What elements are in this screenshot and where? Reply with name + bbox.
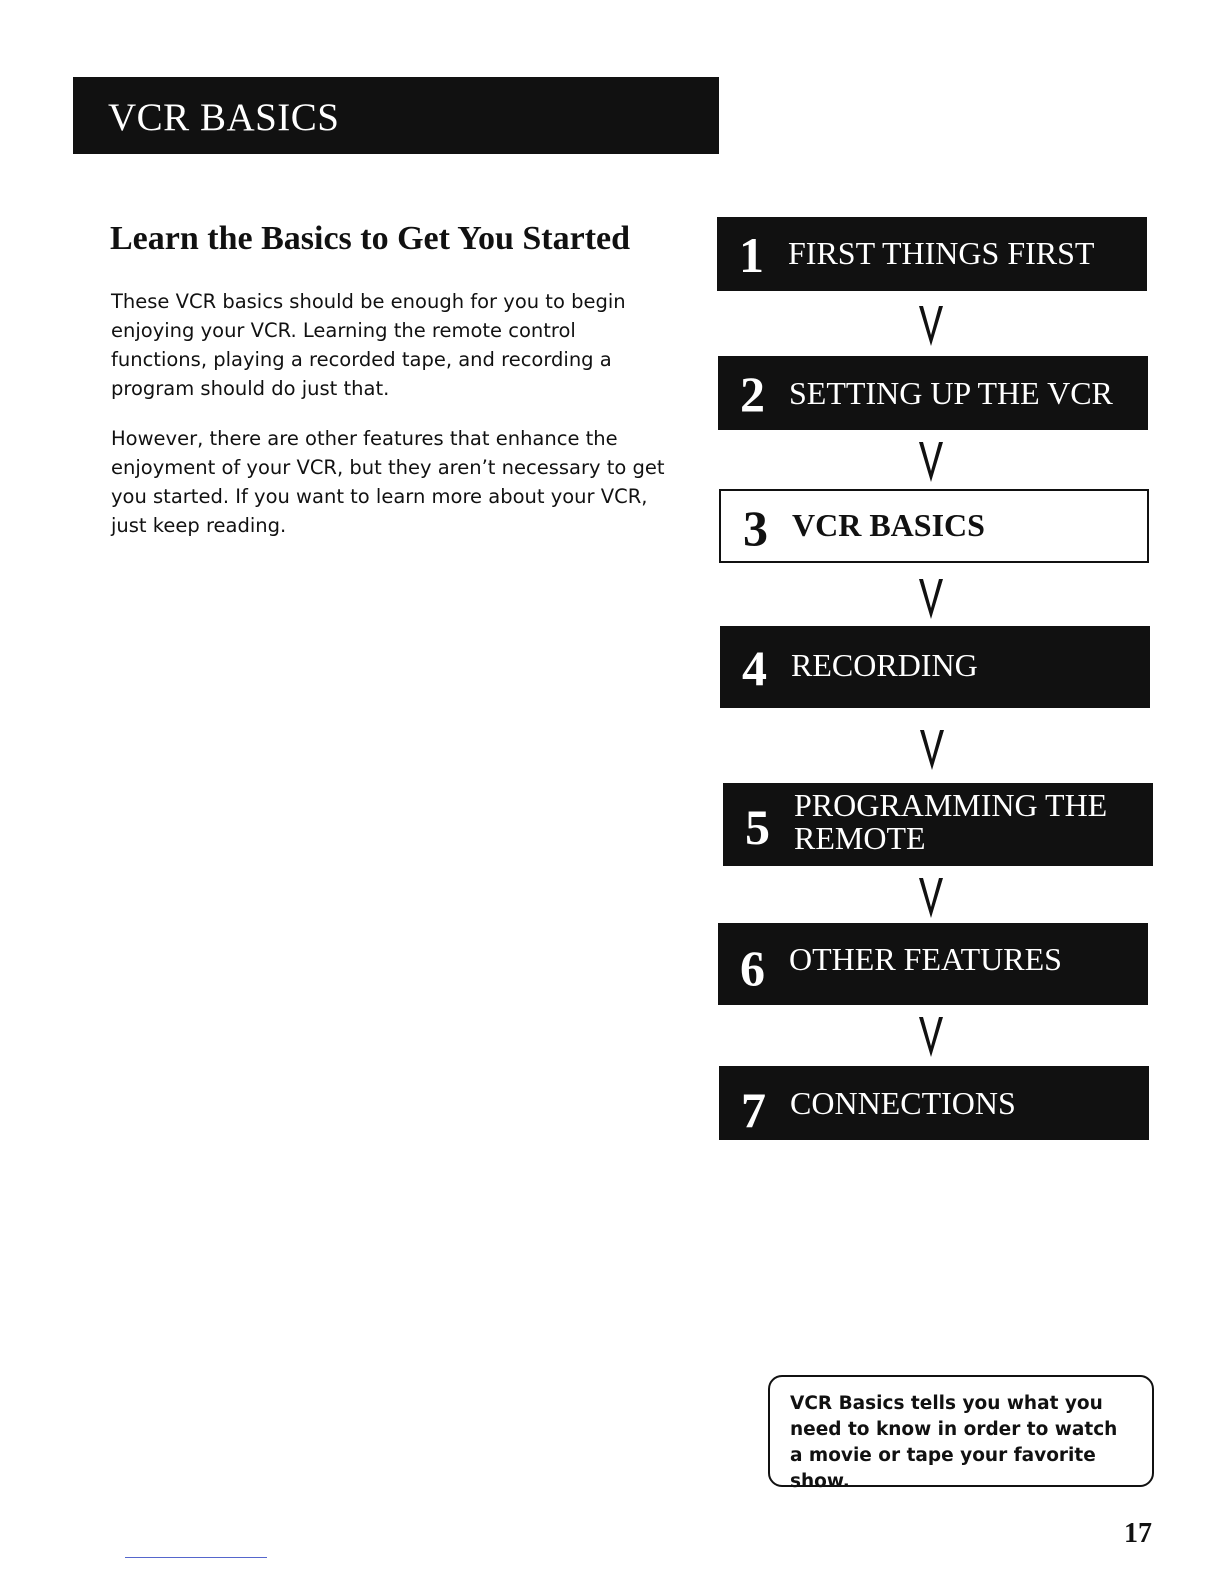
chapter-label: OTHER FEATURES: [789, 941, 1062, 977]
intro-paragraph: However, there are other features that enhance the enjoyment of your VCR, but they aren’t necessary to get you started. If you want to learn more about your VCR, just keep reading.: [111, 427, 665, 537]
section-title: VCR BASICS: [108, 96, 340, 139]
chapter-label: RECORDING: [791, 647, 978, 683]
chapter-number: 7: [741, 1082, 766, 1138]
chapter-number: 1: [739, 227, 764, 283]
down-arrow-icon: [918, 578, 944, 620]
chapter-label: CONNECTIONS: [790, 1085, 1016, 1121]
section-header-bar: [73, 77, 719, 154]
chapter-step-vcr-basics-current: [719, 489, 1149, 563]
down-arrow-icon: [918, 441, 944, 483]
chapter-step-programming-the-remote: [723, 783, 1153, 866]
chapter-step-connections: [719, 1066, 1149, 1140]
chapter-step-first-things-first: [717, 217, 1147, 291]
down-arrow-icon: [918, 1016, 944, 1058]
sidebar-note: VCR Basics tells you what you need to know in order to watch a movie or tape your favorite show.: [768, 1375, 1154, 1487]
chapter-label-line-1: PROGRAMMING THE: [794, 787, 1108, 823]
chapter-number: 4: [742, 640, 767, 696]
chapter-number: 2: [740, 366, 765, 422]
chapter-number: 3: [743, 500, 768, 556]
down-arrow-icon: [918, 877, 944, 919]
down-arrow-icon: [918, 305, 944, 347]
page-number: 17: [1124, 1518, 1152, 1549]
intro-paragraph: These VCR basics should be enough for you to begin enjoying your VCR. Learning the remote control functions, playing a recorded tape, and recording a program should do just that.: [111, 290, 626, 400]
chapter-label-line-2: REMOTE: [794, 820, 926, 856]
chapter-number: 5: [745, 799, 770, 855]
chapter-label: VCR BASICS: [792, 507, 985, 543]
down-arrow-icon: [919, 729, 945, 771]
chapter-label: FIRST THINGS FIRST: [788, 235, 1095, 271]
footer-rule: [125, 1557, 267, 1558]
chapter-label: SETTING UP THE VCR: [789, 375, 1113, 411]
chapter-step-other-features: [718, 923, 1148, 1005]
chapter-step-recording: [720, 626, 1150, 708]
chapter-number: 6: [740, 940, 765, 996]
page-headline: Learn the Basics to Get You Started: [110, 220, 631, 257]
chapter-step-setting-up-the-vcr: [718, 356, 1148, 430]
